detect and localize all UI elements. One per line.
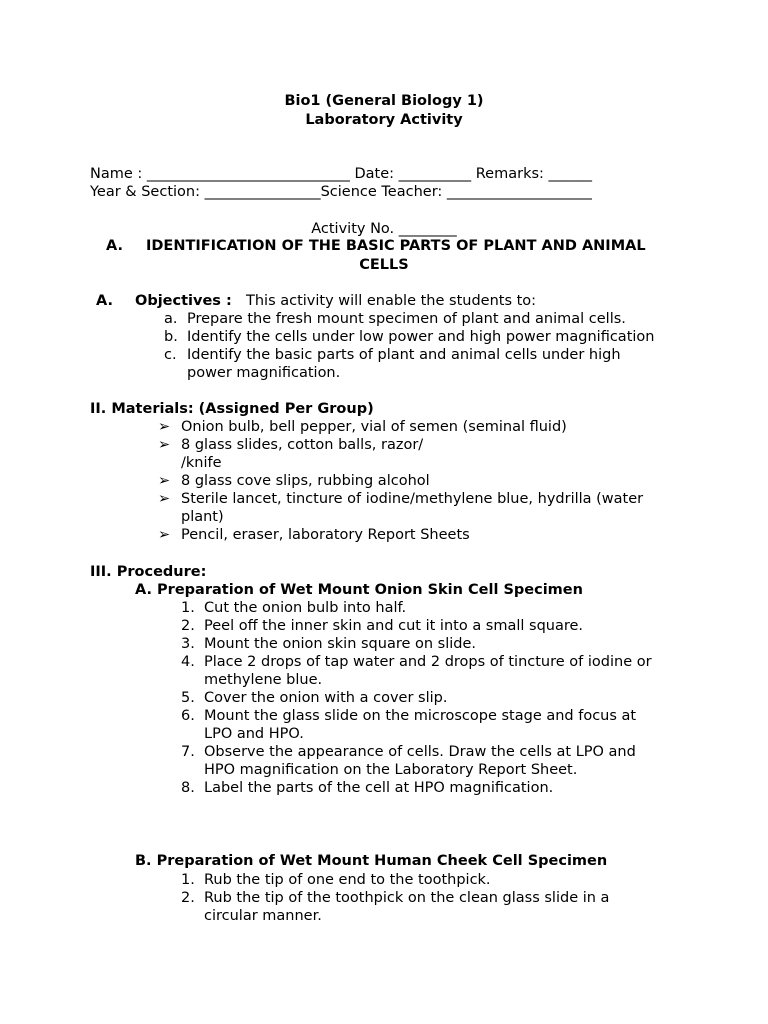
activity-marker: A.: [106, 238, 123, 254]
procedure-step-text: LPO and HPO.: [204, 726, 304, 742]
procedure-step-marker: 1.: [181, 872, 195, 888]
activity-title-line1: IDENTIFICATION OF THE BASIC PARTS OF PLANT AND ANIMAL: [146, 238, 646, 254]
procedure-step-text: HPO magnification on the Laboratory Report Sheet.: [204, 762, 578, 778]
activity-number: Activity No. ________: [311, 221, 457, 237]
objectives-intro: This activity will enable the students to:: [246, 293, 537, 309]
objective-item-text: Identify the basic parts of plant and animal cells under high: [187, 347, 621, 363]
procedure-step-text: Mount the glass slide on the microscope stage and focus at: [204, 708, 637, 724]
material-item-text: /knife: [181, 455, 222, 471]
objectives-heading: Objectives :: [135, 293, 232, 309]
bullet-arrow-icon: ➢: [158, 437, 171, 453]
name-date-remarks-line: Name : ____________________________ Date: __________ Remarks: ______: [90, 166, 593, 182]
year-section-teacher-line: Year & Section: ________________Science Teacher: ____________________: [90, 184, 592, 200]
activity-title-line2: CELLS: [359, 257, 409, 273]
procedure-step-text: Rub the tip of the toothpick on the clean glass slide in a: [204, 890, 610, 906]
material-item-text: 8 glass cove slips, rubbing alcohol: [181, 473, 430, 489]
procedure-step-text: methylene blue.: [204, 672, 323, 688]
procedure-step-text: Rub the tip of one end to the toothpick.: [204, 872, 491, 888]
procedure-step-text: Mount the onion skin square on slide.: [204, 636, 477, 652]
procedure-step-marker: 5.: [181, 690, 195, 706]
materials-heading: II. Materials: (Assigned Per Group): [90, 401, 374, 417]
procedure-step-text: circular manner.: [204, 908, 322, 924]
material-item-text: Sterile lancet, tincture of iodine/methylene blue, hydrilla (water: [181, 491, 644, 507]
procedure-step-text: Observe the appearance of cells. Draw the cells at LPO and: [204, 744, 636, 760]
procedure-step-text: Place 2 drops of tap water and 2 drops of tincture of iodine or: [204, 654, 652, 670]
material-item-text: plant): [181, 509, 224, 525]
procedure-step-text: Cover the onion with a cover slip.: [204, 690, 448, 706]
procedure-step-marker: 4.: [181, 654, 195, 670]
document-subtitle: Laboratory Activity: [305, 112, 463, 128]
objective-item-marker: b.: [164, 329, 178, 345]
bullet-arrow-icon: ➢: [158, 491, 171, 507]
procedure-step-marker: 7.: [181, 744, 195, 760]
bullet-arrow-icon: ➢: [158, 419, 171, 435]
procedure-heading: III. Procedure:: [90, 564, 207, 580]
procedure-step-marker: 2.: [181, 618, 195, 634]
procedure-step-text: Peel off the inner skin and cut it into a small square.: [204, 618, 584, 634]
procedure-b-heading: B. Preparation of Wet Mount Human Cheek Cell Specimen: [135, 853, 608, 869]
procedure-a-heading: A. Preparation of Wet Mount Onion Skin Cell Specimen: [135, 582, 583, 598]
objectives-marker: A.: [96, 293, 113, 309]
material-item-text: Onion bulb, bell pepper, vial of semen (seminal fluid): [181, 419, 567, 435]
procedure-step-text: Cut the onion bulb into half.: [204, 600, 407, 616]
procedure-step-text: Label the parts of the cell at HPO magnification.: [204, 780, 554, 796]
procedure-step-marker: 2.: [181, 890, 195, 906]
objective-item-marker: c.: [164, 347, 177, 363]
document-title: Bio1 (General Biology 1): [284, 93, 484, 109]
procedure-step-marker: 6.: [181, 708, 195, 724]
objective-item-text: power magnification.: [187, 365, 341, 381]
objective-item-text: Identify the cells under low power and high power magnification: [187, 329, 655, 345]
bullet-arrow-icon: ➢: [158, 527, 171, 543]
bullet-arrow-icon: ➢: [158, 473, 171, 489]
material-item-text: 8 glass slides, cotton balls, razor/: [181, 437, 424, 453]
procedure-step-marker: 1.: [181, 600, 195, 616]
procedure-step-marker: 3.: [181, 636, 195, 652]
objective-item-marker: a.: [164, 311, 178, 327]
objective-item-text: Prepare the fresh mount specimen of plant and animal cells.: [187, 311, 626, 327]
procedure-step-marker: 8.: [181, 780, 195, 796]
material-item-text: Pencil, eraser, laboratory Report Sheets: [181, 527, 470, 543]
